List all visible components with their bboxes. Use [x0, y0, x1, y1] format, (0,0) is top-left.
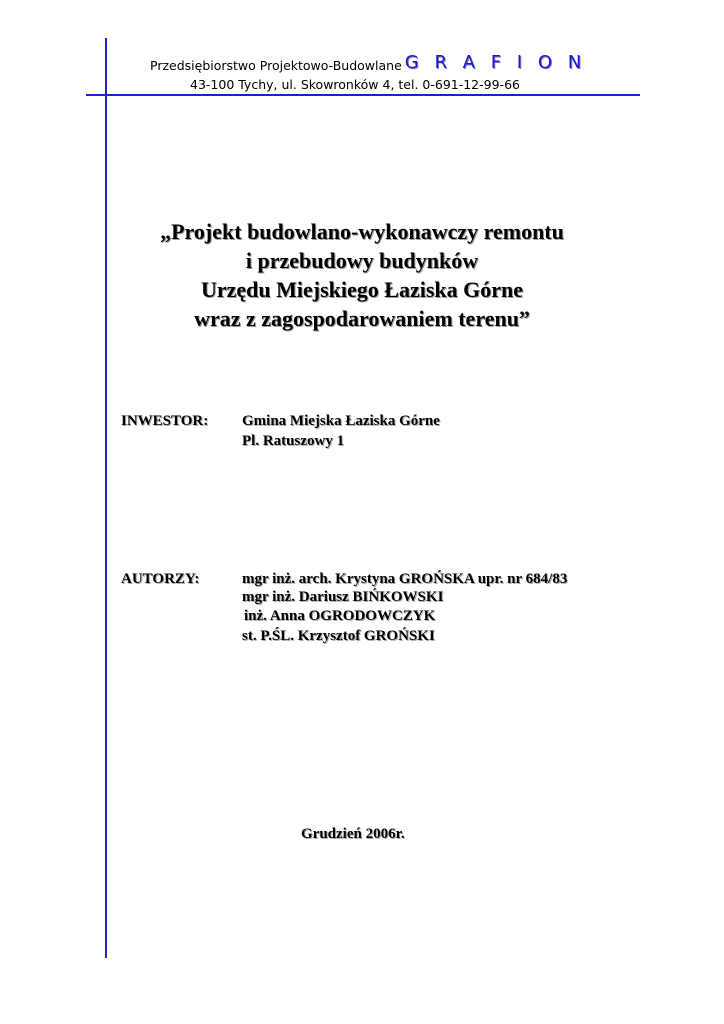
- title-line: Urzędu Miejskiego Łaziska Górne: [200, 277, 524, 302]
- title-line: wraz z zagospodarowaniem terenu”: [194, 306, 530, 331]
- authors-label: AUTORZY:: [121, 571, 200, 587]
- author-line: mgr inż. Dariusz BIŃKOWSKI: [242, 589, 444, 605]
- investor-address: Pl. Ratuszowy 1: [242, 433, 345, 449]
- author-line: st. P.ŚL. Krzysztof GROŃSKI: [242, 628, 435, 644]
- investor-name: Gmina Miejska Łaziska Górne: [242, 413, 440, 429]
- company-header: [150, 51, 586, 73]
- margin-vertical-line: [105, 38, 107, 958]
- investor-label: INWESTOR:: [121, 413, 209, 429]
- header-horizontal-line: [86, 94, 640, 96]
- author-line: mgr inż. arch. Krystyna GROŃSKA upr. nr 684/83: [242, 571, 568, 587]
- document-date: Grudzień 2006r.: [301, 826, 405, 842]
- title-line: „Projekt budowlano-wykonawczy remontu: [160, 219, 564, 244]
- company-address: 43-100 Tychy, ul. Skowronków 4, tel. 0-691-12-99-66: [190, 77, 520, 92]
- title-line: i przebudowy budynków: [245, 248, 479, 273]
- company-name: Przedsiębiorstwo Projektowo-Budowlane: [150, 58, 402, 73]
- author-line: inż. Anna OGRODOWCZYK: [244, 608, 436, 624]
- document-title: [110, 217, 614, 333]
- company-logo: G R A F I O N: [404, 52, 587, 73]
